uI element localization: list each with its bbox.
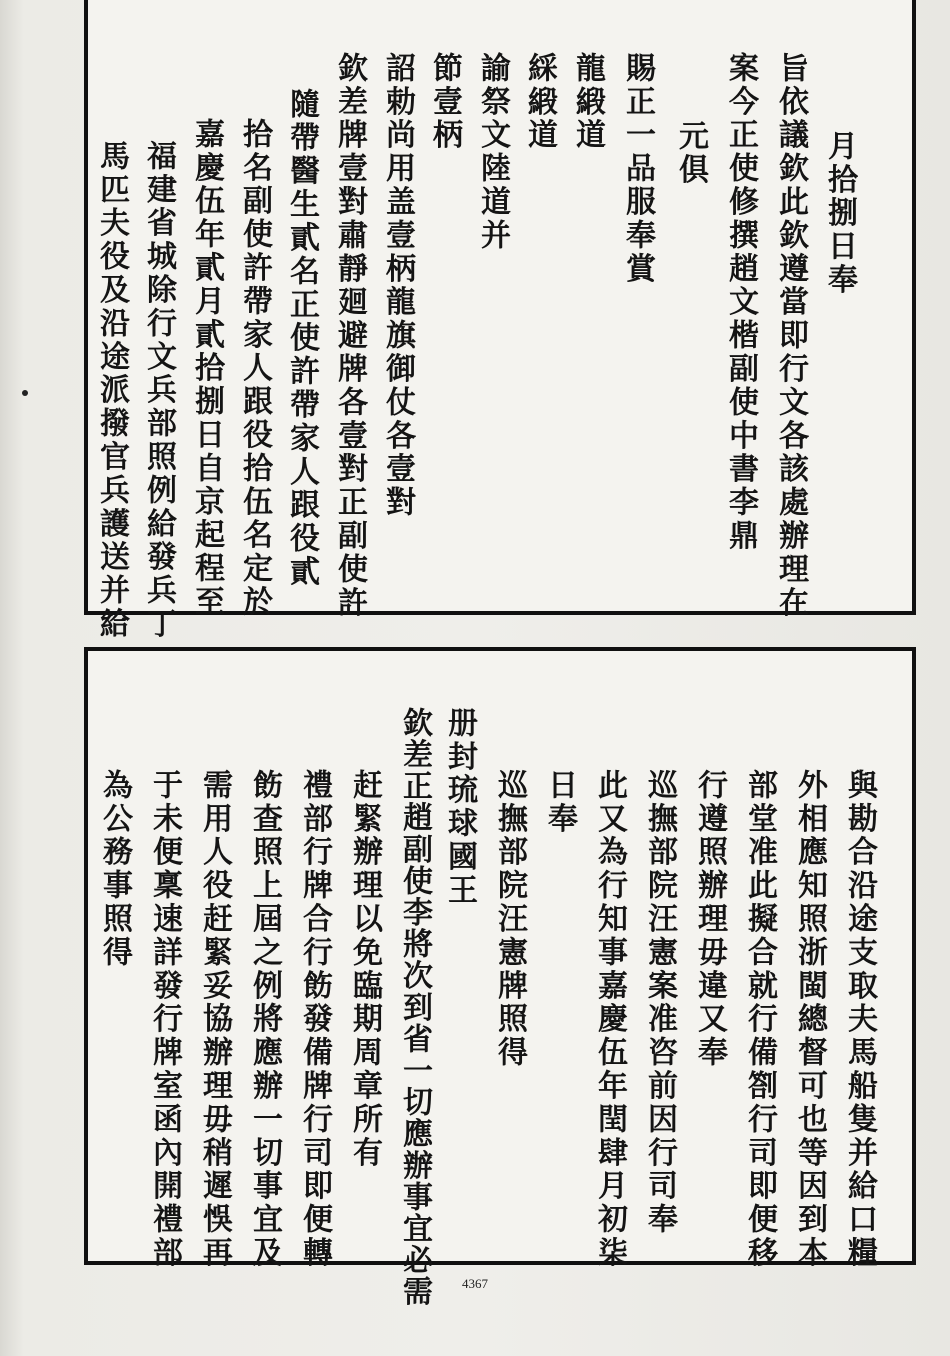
text-column: 福建省城除行文兵部照例給發兵丁 [141, 140, 176, 641]
text-column: 馬匹夫役及沿途派撥官兵護送并給 [94, 140, 129, 641]
text-column: 欽差正趙副使李將次到省一切應辦事宜必需 [397, 707, 432, 1308]
text-column: 賜正一品服奉賞 [620, 52, 655, 286]
top-text-panel [84, 0, 916, 641]
text-column: 日奉 [542, 769, 577, 836]
page-number: 4367 [462, 1276, 488, 1291]
margin-dot [22, 390, 28, 396]
text-column: 禮部行牌合行飭發備牌行司即便轉 [297, 769, 332, 1270]
text-column: 綵緞道 [522, 52, 557, 153]
text-column: 巡撫部院汪憲案准咨前因行司奉 [642, 769, 677, 1237]
text-column: 旨依議欽此欽遵當即行文各該處辦理在 [773, 52, 808, 620]
text-column: 行遵照辦理毋違又奉 [692, 769, 727, 1070]
text-column: 册封琉球國王 [442, 707, 477, 908]
text-column: 詔勅尚用盖壹柄龍旗御仗各壹對 [380, 52, 415, 520]
text-column: 外相應知照浙閩總督可也等因到本 [792, 769, 827, 1270]
text-column: 案今正使修撰趙文楷副使中書李鼎 [723, 52, 758, 553]
text-column: 龍緞道 [570, 52, 605, 153]
text-column: 赶緊辦理以免臨期周章所有 [347, 769, 382, 1170]
text-column: 于未便稟速詳發行牌室函內開禮部 [147, 769, 182, 1270]
text-column: 拾名副使許帶家人跟役拾伍名定於 [237, 118, 272, 619]
text-column: 欽差牌壹對肅靜廻避牌各壹對正副使許 [332, 52, 367, 620]
text-column: 飭查照上屆之例將應辦一切事宜及 [247, 769, 282, 1270]
text-column: 與勘合沿途支取夫馬船隻并給口糧 [842, 769, 877, 1270]
text-column: 隨帶醫生貳名正使許帶家人跟役貳 [284, 88, 319, 589]
text-column: 月拾捌日奉 [822, 130, 857, 297]
text-column: 部堂准此擬合就行備劄行司即便移 [742, 769, 777, 1270]
text-column: 為公務事照得 [97, 769, 132, 970]
text-column: 需用人役赶緊妥協辦理毋稍遲悞再 [197, 769, 232, 1270]
text-column: 此又為行知事嘉慶伍年閏肆月初柒 [592, 769, 627, 1270]
text-column: 巡撫部院汪憲牌照得 [492, 769, 527, 1070]
text-column: 諭祭文陸道并 [475, 52, 510, 253]
text-column: 節壹柄 [427, 52, 462, 153]
text-column: 元俱 [673, 120, 708, 187]
text-column: 嘉慶伍年貳月貳拾捌日自京起程至 [189, 118, 224, 619]
